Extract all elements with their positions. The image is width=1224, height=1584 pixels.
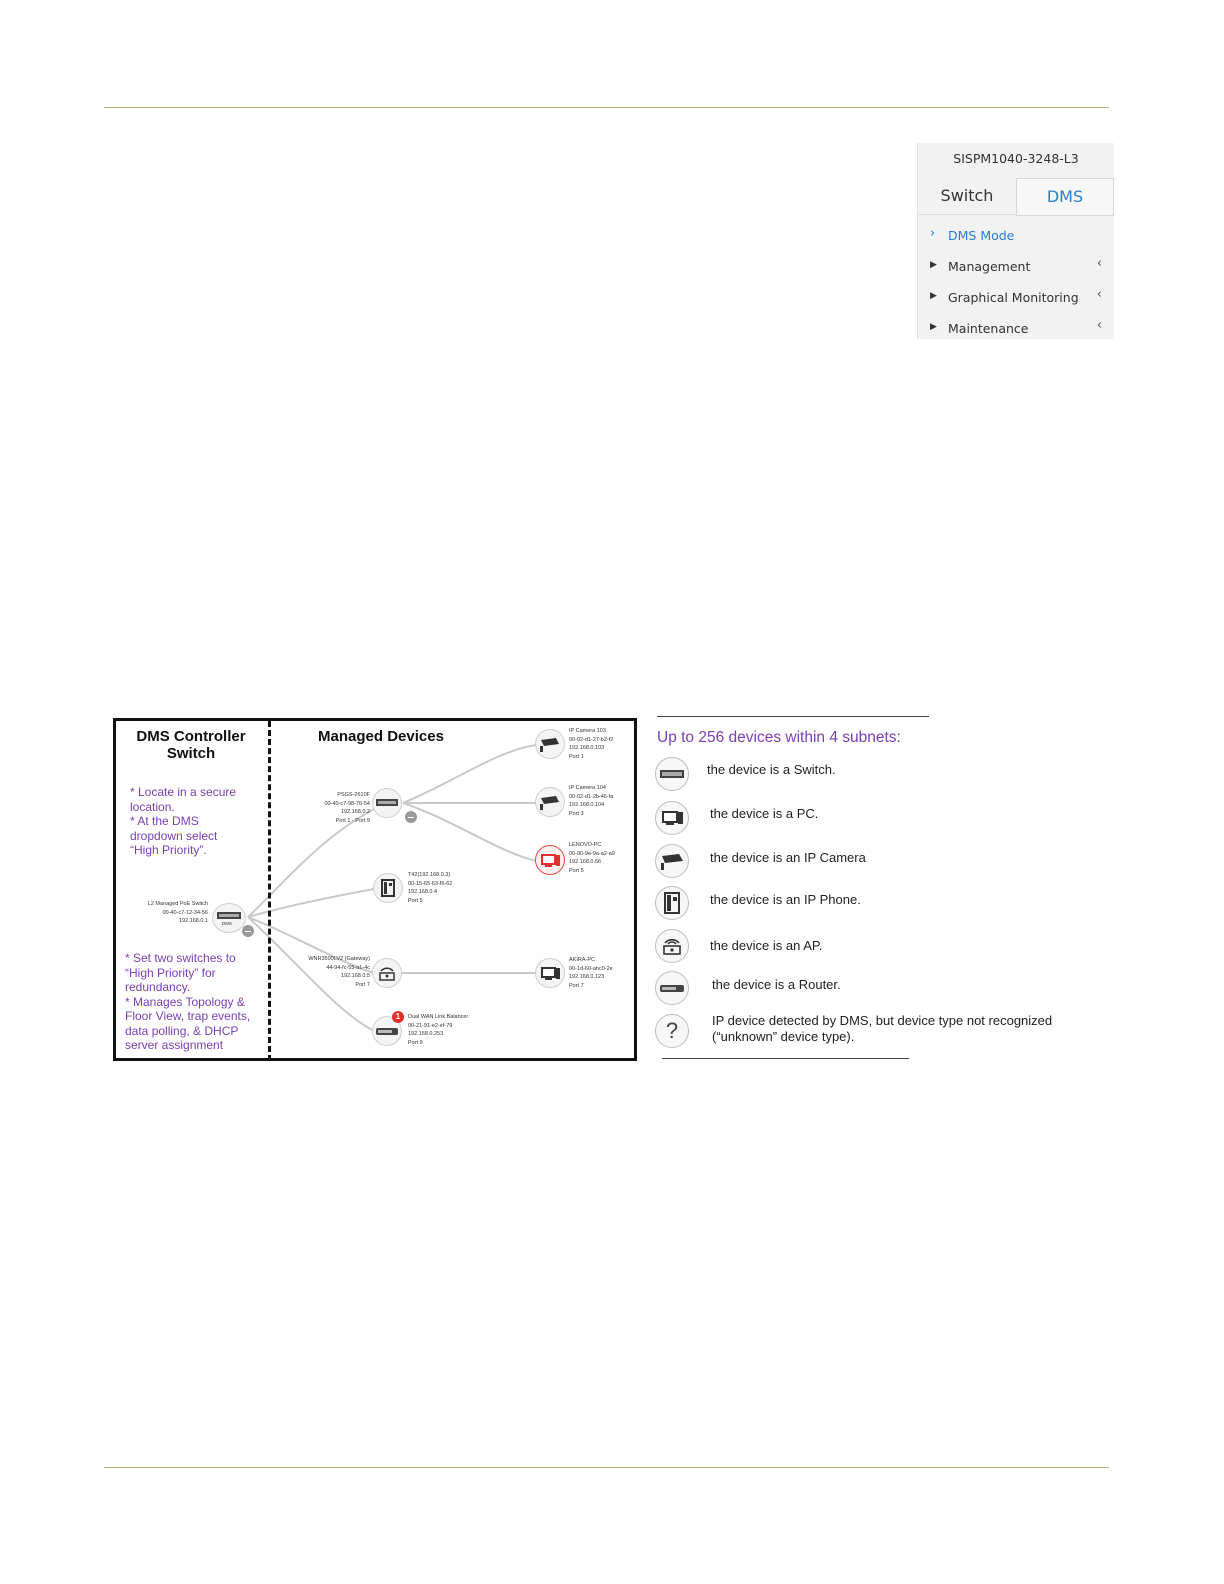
menu-item-management[interactable] <box>918 255 1114 279</box>
footer-rule <box>104 1467 1109 1468</box>
ip-camera-icon <box>656 845 688 877</box>
tab-dms[interactable]: DMS <box>1016 178 1114 216</box>
controller-heading: DMS Controller Switch <box>136 728 246 762</box>
chevron-right-icon: › <box>930 226 936 241</box>
legend-ap-text: the device is an AP. <box>710 938 823 953</box>
dms-topology-diagram <box>113 718 637 1061</box>
legend-unknown-text: IP device detected by DMS, but device type not recognized (“unknown” device type). <box>712 1013 1053 1044</box>
legend-ip-phone <box>655 886 689 920</box>
lenovo-pc-node[interactable] <box>535 845 565 875</box>
legend-ip-phone-text: the device is an IP Phone. <box>710 892 861 907</box>
pc-icon <box>656 802 688 834</box>
access-point-node[interactable] <box>372 958 402 988</box>
menu-item-graphical-monitoring[interactable] <box>918 286 1114 310</box>
router-icon <box>656 972 688 1004</box>
caret-right-icon: ▶ <box>930 322 937 332</box>
legend-top-rule <box>657 716 929 717</box>
switch-psgs-label: PSGS-2610F 00-40-c7-98-76-54 192.168.0.2 Port 1 - Port 9 <box>324 792 370 824</box>
ip-phone-label: T42(192.168.0.3) 00-15-65-63-f6-62 192.168.0.4 Port 5 <box>408 872 453 904</box>
chevron-left-icon: ‹ <box>1096 318 1102 333</box>
ip-camera-icon <box>536 730 564 758</box>
legend-bottom-rule <box>662 1058 909 1059</box>
menu-item-maintenance[interactable] <box>918 317 1114 339</box>
caret-right-icon: ▶ <box>930 291 937 301</box>
menu-item-label: Management <box>948 259 1031 274</box>
menu-item-label: Maintenance <box>948 321 1029 336</box>
switch-icon <box>373 789 401 817</box>
ip-phone-icon <box>374 874 402 902</box>
ip-phone-icon <box>656 887 688 919</box>
controller-note-bottom: * Set two switches to “High Priority” for redundancy. * Manages Topology & Floor View, trap events, data polling, & DHCP server assignment <box>125 951 251 1052</box>
ip-phone-node[interactable] <box>373 873 403 903</box>
collapse-icon[interactable] <box>405 811 417 823</box>
chevron-left-icon: ‹ <box>1096 256 1102 271</box>
ip-camera-103-label: IP Camera 103 00-02-d1-27-b2-f2 192.168.0.103 Port 1 <box>569 728 614 760</box>
legend-ip-camera-text: the device is an IP Camera <box>710 850 866 865</box>
legend-router <box>655 971 689 1005</box>
legend-router-text: the device is a Router. <box>712 977 841 992</box>
menu-item-label: Graphical Monitoring <box>948 290 1079 305</box>
chevron-left-icon: ‹ <box>1096 287 1102 302</box>
dms-navigation-panel <box>917 143 1114 339</box>
device-model-title: SISPM1040-3248-L3 <box>953 151 1079 166</box>
access-point-icon <box>373 959 401 987</box>
ip-camera-icon <box>536 788 564 816</box>
lenovo-pc-label: LENOVO-PC 00-90-9e-9a-a2-a9 192.168.0.66 Port 5 <box>569 842 615 874</box>
controller-switch-node[interactable] <box>212 903 246 933</box>
tab-switch[interactable]: Switch <box>918 178 1016 215</box>
router-label: Dual WAN Link Balancer 00-21-91-e2-ef-79 192.168.0.253 Port 9 <box>408 1014 469 1046</box>
legend-pc <box>655 801 689 835</box>
switch-icon <box>656 758 688 790</box>
pc-icon <box>536 959 564 987</box>
pc-icon <box>536 846 564 874</box>
caret-right-icon: ▶ <box>930 260 937 270</box>
menu-item-dms-mode[interactable] <box>918 224 1114 248</box>
header-rule <box>104 107 1109 108</box>
controller-note-top: * Locate in a secure location. * At the DMS dropdown select “High Priority”. <box>130 785 237 857</box>
switch-psgs-node[interactable] <box>372 788 402 818</box>
akira-pc-node[interactable] <box>535 958 565 988</box>
legend-title: Up to 256 devices within 4 subnets: <box>657 729 901 746</box>
ip-camera-104-label: IP Camera 104 00-02-d1-2b-46-fa 192.168.0.104 Port 3 <box>569 785 614 817</box>
legend-pc-text: the device is a PC. <box>710 806 819 821</box>
dashed-divider <box>268 721 271 1061</box>
akira-pc-label: AKIRA-PC 00-1d-60-ahc0-2e 192.168.0.123 Port 7 <box>569 957 613 989</box>
alert-badge: 1 <box>392 1011 404 1023</box>
ip-camera-104-node[interactable] <box>535 787 565 817</box>
menu-item-label: DMS Mode <box>948 228 1015 243</box>
controller-switch-label: L2 Managed PoE Switch 00-40-c7-12-34-56 192.168.0.1 <box>147 901 208 924</box>
ip-camera-103-node[interactable] <box>535 729 565 759</box>
access-point-icon <box>656 930 688 962</box>
legend-switch <box>655 757 689 791</box>
unknown-device-icon: ? <box>655 1014 689 1048</box>
legend-switch-text: the device is a Switch. <box>707 762 836 777</box>
legend-ap <box>655 929 689 963</box>
mode-tabs <box>918 178 1114 215</box>
collapse-icon[interactable] <box>242 925 254 937</box>
legend-ip-camera <box>655 844 689 878</box>
dms-tag: DMS <box>222 921 232 926</box>
access-point-label: WNR3500LV2 (Gateway) 44-94-fc-55-a1-4c 192.168.0.5 Port 7 <box>308 956 370 988</box>
managed-devices-heading: Managed Devices <box>318 728 444 745</box>
